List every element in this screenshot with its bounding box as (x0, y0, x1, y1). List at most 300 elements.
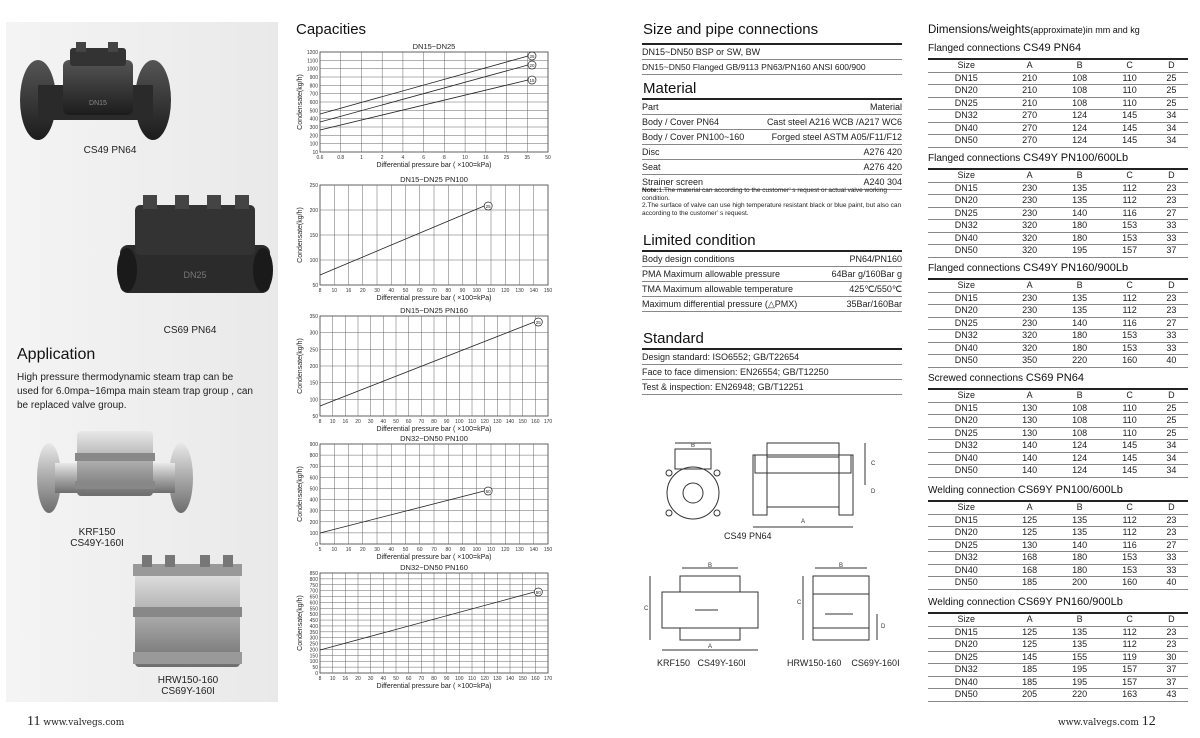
dimension-cell: 124 (1055, 135, 1105, 148)
dimension-cell: 270 (1005, 110, 1055, 123)
x-axis-label: Differential pressure bar ( ×100=kPa) (376, 162, 492, 169)
limited-table (642, 250, 902, 312)
dimension-cell: 130 (1005, 539, 1055, 552)
dimension-cell: DN20 (928, 639, 1005, 652)
hrw150-product-photo (130, 552, 245, 674)
dimension-cell: 157 (1105, 245, 1155, 258)
dimension-cell: 116 (1105, 539, 1155, 552)
x-tick-label: 80 (431, 419, 437, 425)
dimension-header-cell: B (1055, 389, 1105, 402)
dimension-table-title (928, 42, 1081, 54)
dimension-cell: 34 (1155, 135, 1188, 148)
table-row (928, 317, 1188, 330)
x-tick-label: 40 (380, 676, 387, 682)
dimension-header-cell: D (1155, 279, 1188, 292)
y-tick-label: 900 (309, 442, 318, 448)
dimension-header-cell: C (1105, 59, 1155, 72)
x-tick-label: 110 (468, 419, 476, 425)
y-tick-label: 700 (309, 464, 318, 471)
dimension-header-cell: D (1155, 501, 1188, 514)
dimension-cell: 200 (1055, 577, 1105, 590)
y-tick-label: 0 (315, 542, 318, 548)
dimension-header-cell: B (1055, 169, 1105, 182)
table-row (928, 72, 1188, 85)
chart-svg (290, 42, 555, 170)
dimension-cell: 157 (1105, 676, 1155, 689)
y-axis-label: Condensate(kg/h) (297, 338, 304, 394)
table-row (928, 355, 1188, 368)
dimension-cell: 124 (1055, 122, 1105, 135)
x-tick-label: 110 (487, 288, 495, 294)
dimension-cell: 37 (1155, 664, 1188, 677)
dimension-cell: 145 (1105, 122, 1155, 135)
dimension-cell: DN50 (928, 245, 1005, 258)
right-website: www.valvegs.com (1058, 718, 1139, 728)
x-tick-label: 50 (402, 288, 409, 294)
dimension-cell: 37 (1155, 245, 1188, 258)
material-header-material: Material (869, 102, 902, 112)
x-tick-label: 8 (318, 676, 322, 682)
dimension-cell: 25 (1155, 427, 1188, 440)
dimension-cell: 153 (1105, 330, 1155, 343)
table-row (928, 514, 1188, 527)
size-row-text: DN15~DN50 Flanged GB/9113 PN63/PN160 ANSI 600/900 (642, 62, 866, 72)
dimensions-title: Dimensions/weights (928, 24, 1031, 36)
table-row (928, 220, 1188, 233)
krf150-product-photo (35, 423, 195, 518)
dimension-cell: DN40 (928, 232, 1005, 245)
dimension-cell: 110 (1105, 72, 1155, 85)
dimension-header-cell: Size (928, 169, 1005, 182)
x-tick-label: 16 (345, 288, 352, 294)
dimension-table-title (928, 372, 1084, 384)
x-tick-label: 16 (345, 547, 352, 553)
dimension-cell: 135 (1055, 639, 1105, 652)
dimension-header-cell: A (1005, 613, 1055, 626)
table-row (928, 207, 1188, 220)
y-tick-label: 500 (309, 486, 318, 493)
size-row (642, 60, 902, 75)
dimension-cell: 27 (1155, 207, 1188, 220)
dimension-cell: 125 (1005, 527, 1055, 540)
x-tick-label: 30 (367, 419, 374, 425)
x-tick-label: 150 (518, 419, 527, 425)
dimension-cell: 23 (1155, 527, 1188, 540)
material-value: A240 304 (863, 177, 902, 187)
x-tick-label: 8 (318, 419, 322, 425)
dimension-cell: 320 (1005, 245, 1055, 258)
dimension-table (928, 612, 1188, 702)
standard-row-text: Face to face dimension: EN26554; GB/T12250 (642, 367, 829, 377)
x-tick-label: 80 (431, 676, 437, 682)
left-page-number: 11 (27, 714, 41, 729)
dimension-cell: 230 (1005, 182, 1055, 195)
x-tick-label: 20 (355, 676, 361, 682)
limited-row (642, 267, 902, 282)
dimension-header-row (928, 389, 1188, 402)
x-tick-label: 10 (331, 288, 338, 294)
series-label: 25 (485, 204, 491, 209)
dimension-table-label: Screwed connections (928, 373, 1024, 384)
dimension-cell: DN32 (928, 552, 1005, 565)
table-row (928, 427, 1188, 440)
dimension-table (928, 278, 1188, 368)
dimension-header-cell: C (1105, 613, 1155, 626)
y-tick-label: 150 (309, 653, 318, 660)
dimension-cell: 140 (1055, 539, 1105, 552)
dimension-cell: 125 (1005, 626, 1055, 639)
x-tick-label: 120 (501, 547, 510, 553)
dimension-cell: DN50 (928, 689, 1005, 702)
dimension-header-row (928, 279, 1188, 292)
dimension-cell: 320 (1005, 342, 1055, 355)
note-line-1: 1.The material can according to the customer’ s request or actual valve working condition. (642, 187, 887, 202)
dimension-cell: DN15 (928, 514, 1005, 527)
table-row (928, 182, 1188, 195)
y-tick-label: 450 (309, 618, 318, 625)
dimension-table-model: CS69Y PN100/600Lb (1017, 484, 1123, 496)
dimension-cell: 230 (1005, 207, 1055, 220)
dimension-cell: DN50 (928, 577, 1005, 590)
dimension-cell: 185 (1005, 676, 1055, 689)
material-header-row (642, 98, 902, 115)
dimension-cell: 130 (1005, 415, 1055, 428)
svg-text:C: C (644, 606, 649, 612)
dimension-cell: 34 (1155, 122, 1188, 135)
y-axis-label: Condensate(kg/h) (297, 595, 304, 651)
dimension-cell: 270 (1005, 122, 1055, 135)
y-tick-label: 600 (309, 600, 318, 607)
dimension-cell: 145 (1105, 135, 1155, 148)
x-tick-label: 20 (355, 419, 361, 425)
x-tick-label: 140 (529, 547, 538, 553)
left-website: www.valvegs.com (43, 718, 125, 728)
chart-title: DN32~DN50 PN100 (400, 434, 468, 443)
standard-row (642, 365, 902, 380)
x-tick-label: 2 (380, 155, 384, 161)
x-tick-label: 8 (318, 288, 322, 294)
dimension-cell: 230 (1005, 292, 1055, 305)
dimension-cell: 23 (1155, 626, 1188, 639)
y-tick-label: 600 (309, 100, 318, 106)
x-tick-label: 10 (462, 155, 468, 161)
y-tick-label: 100 (309, 258, 318, 264)
x-tick-label: 40 (388, 547, 395, 553)
dimension-header-cell: B (1055, 279, 1105, 292)
dimension-cell: DN20 (928, 415, 1005, 428)
dimension-cell: 23 (1155, 639, 1188, 652)
series-label: 20 (529, 63, 535, 68)
x-tick-label: 60 (405, 419, 412, 425)
limited-row (642, 297, 902, 312)
dimension-cell: 210 (1005, 85, 1055, 98)
dimension-cell: 185 (1005, 664, 1055, 677)
material-part: Disc (642, 147, 660, 157)
material-value: A276 420 (863, 147, 902, 157)
x-tick-label: 16 (483, 155, 489, 161)
svg-text:DN15: DN15 (89, 100, 107, 107)
table-row (928, 626, 1188, 639)
x-tick-label: 25 (503, 155, 510, 161)
dimension-cell: 124 (1055, 110, 1105, 123)
dimension-cell: 40 (1155, 577, 1188, 590)
series-label: 15 (529, 78, 535, 83)
dimension-cell: 112 (1105, 527, 1155, 540)
dimension-cell: DN20 (928, 195, 1005, 208)
y-axis-label: Condensate(kg/h) (297, 74, 304, 130)
x-tick-label: 50 (393, 419, 399, 425)
dimension-cell: 23 (1155, 182, 1188, 195)
x-tick-label: 80 (445, 547, 452, 553)
dimension-cell: 168 (1005, 564, 1055, 577)
x-tick-label: 30 (374, 288, 380, 294)
x-tick-label: 50 (393, 676, 399, 682)
x-tick-label: 50 (545, 155, 551, 161)
material-value: Forged steel ASTM A05/F11/F12 (771, 132, 902, 142)
dimension-cell: 205 (1005, 689, 1055, 702)
material-row (642, 145, 902, 160)
dimension-header-cell: Size (928, 613, 1005, 626)
dimension-cell: 153 (1105, 564, 1155, 577)
dimension-cell: 25 (1155, 402, 1188, 415)
x-tick-label: 6 (422, 155, 426, 161)
dimension-cell: 33 (1155, 342, 1188, 355)
dimension-table-label: Flanged connections (928, 153, 1021, 164)
dimension-header-cell: D (1155, 59, 1188, 72)
y-tick-label: 700 (309, 588, 318, 595)
dimension-table-label: Welding connection (928, 485, 1016, 496)
dimension-cell: 34 (1155, 452, 1188, 465)
dimension-cell: DN25 (928, 539, 1005, 552)
x-tick-label: 80 (445, 288, 452, 294)
dimension-cell: 110 (1105, 85, 1155, 98)
dimension-cell: 33 (1155, 330, 1188, 343)
x-tick-label: 20 (359, 288, 366, 294)
material-row (642, 115, 902, 130)
dimension-header-row (928, 169, 1188, 182)
y-tick-label: 1000 (306, 66, 318, 73)
dimension-header-cell: D (1155, 613, 1188, 626)
dimension-table-title (928, 484, 1123, 496)
material-value: A276 420 (863, 162, 902, 172)
limited-value: 35Bar/160Bar (846, 299, 902, 309)
svg-text:C: C (797, 600, 802, 606)
x-tick-label: 160 (531, 419, 540, 425)
table-row (928, 527, 1188, 540)
dimension-cell: DN25 (928, 651, 1005, 664)
dimension-cell: 23 (1155, 195, 1188, 208)
dimension-header-cell: C (1105, 389, 1155, 402)
y-tick-label: 800 (309, 576, 318, 583)
dimension-cell: 108 (1055, 97, 1105, 110)
cs49-product-photo (18, 40, 173, 145)
dimension-cell: 110 (1105, 402, 1155, 415)
svg-text:A: A (800, 519, 806, 525)
standard-row (642, 348, 902, 365)
dimension-header-cell: Size (928, 389, 1005, 402)
table-row (928, 402, 1188, 415)
dimension-cell: DN25 (928, 427, 1005, 440)
x-tick-label: 4 (401, 155, 405, 161)
x-tick-label: 5 (318, 547, 322, 553)
dimension-cell: 33 (1155, 232, 1188, 245)
material-part: Strainer screen (642, 177, 704, 187)
dimension-cell: 34 (1155, 440, 1188, 453)
y-tick-label: 400 (309, 497, 318, 504)
y-tick-label: 200 (309, 133, 318, 140)
x-tick-label: 100 (472, 288, 481, 294)
dimension-header-cell: D (1155, 389, 1188, 402)
dimension-cell: 210 (1005, 72, 1055, 85)
table-row (928, 330, 1188, 343)
y-tick-label: 350 (309, 314, 318, 320)
dimension-cell: 140 (1005, 440, 1055, 453)
dimension-cell: 230 (1005, 305, 1055, 318)
dimension-table-label: Welding connection (928, 597, 1016, 608)
dimension-cell: 108 (1055, 85, 1105, 98)
series-line (320, 206, 484, 275)
dimension-cell: 135 (1055, 292, 1105, 305)
dimension-cell: DN20 (928, 527, 1005, 540)
x-tick-label: 100 (455, 419, 464, 425)
table-row (928, 135, 1188, 148)
dimension-cell: 153 (1105, 342, 1155, 355)
material-part: Body / Cover PN64 (642, 117, 720, 127)
y-tick-label: 300 (309, 508, 318, 515)
size-row (642, 43, 902, 60)
dimension-cell: 140 (1005, 452, 1055, 465)
dimension-cell: 112 (1105, 514, 1155, 527)
dimension-cell: 230 (1005, 195, 1055, 208)
x-tick-label: 100 (472, 547, 481, 553)
chart-svg (290, 563, 555, 691)
y-tick-label: 100 (309, 530, 318, 537)
right-footer (1058, 714, 1156, 730)
dimension-header-cell: B (1055, 59, 1105, 72)
y-tick-label: 0 (315, 671, 318, 677)
chart-title: DN15~DN25 PN100 (400, 175, 468, 184)
dimensions-heading (928, 24, 1140, 36)
x-tick-label: 120 (501, 288, 510, 294)
limited-label: TMA Maximum allowable temperature (642, 284, 794, 294)
limited-label: PMA Maximum allowable pressure (642, 269, 781, 279)
krf150-drawing (640, 562, 770, 657)
dimension-cell: 140 (1005, 465, 1055, 478)
y-tick-label: 50 (312, 414, 318, 420)
dimension-header-cell: D (1155, 169, 1188, 182)
series-label: 25 (535, 320, 541, 325)
y-tick-label: 750 (309, 582, 318, 589)
x-tick-label: 40 (380, 419, 387, 425)
table-row (928, 639, 1188, 652)
note-line-2: 2.The surface of valve can use high temperature resistant black or blue paint, but also can according to the customer’ s request. (642, 202, 902, 217)
dimension-cell: 195 (1055, 245, 1105, 258)
x-tick-label: 140 (505, 419, 515, 425)
y-tick-label: 350 (309, 629, 318, 636)
dimension-cell: 320 (1005, 232, 1055, 245)
dimension-cell: 33 (1155, 564, 1188, 577)
dimension-cell: 110 (1105, 415, 1155, 428)
dimension-cell: 23 (1155, 305, 1188, 318)
dimension-cell: 112 (1105, 182, 1155, 195)
material-value: Cast steel A216 WCB /A217 WC6 (766, 117, 902, 127)
table-row (928, 110, 1188, 123)
dimension-header-cell: B (1055, 501, 1105, 514)
dimension-table (928, 168, 1188, 258)
dimension-table (928, 58, 1188, 148)
dimension-cell: 180 (1055, 220, 1105, 233)
dimension-cell: DN15 (928, 72, 1005, 85)
table-row (928, 676, 1188, 689)
x-tick-label: 70 (431, 547, 437, 553)
dimension-cell: 160 (1105, 355, 1155, 368)
dimension-cell: 33 (1155, 552, 1188, 565)
x-tick-label: 120 (480, 419, 489, 425)
dimension-cell: 23 (1155, 514, 1188, 527)
dimension-cell: 155 (1055, 651, 1105, 664)
chart-title: DN15~DN25 (412, 42, 456, 51)
dimension-cell: 163 (1105, 689, 1155, 702)
dimension-cell: DN25 (928, 97, 1005, 110)
size-row-text: DN15~DN50 BSP or SW, BW (642, 47, 761, 57)
x-tick-label: 160 (531, 676, 540, 682)
dimension-cell: 270 (1005, 135, 1055, 148)
series-label: 25 (529, 54, 535, 59)
dimension-cell: DN32 (928, 330, 1005, 343)
y-tick-label: 50 (312, 665, 318, 672)
material-row (642, 130, 902, 145)
table-row (928, 342, 1188, 355)
dimension-cell: 145 (1105, 110, 1155, 123)
x-tick-label: 16 (342, 419, 349, 425)
dimension-cell: DN15 (928, 626, 1005, 639)
dimension-table-label: Flanged connections (928, 43, 1021, 54)
capacities-heading: Capacities (296, 21, 367, 38)
series-line (320, 322, 534, 406)
dimension-cell: 40 (1155, 355, 1188, 368)
dimension-cell: 108 (1055, 427, 1105, 440)
material-table (642, 98, 902, 190)
x-tick-label: 140 (529, 288, 538, 294)
standard-heading: Standard (643, 330, 704, 347)
y-tick-label: 150 (309, 380, 318, 387)
x-tick-label: 20 (359, 547, 366, 553)
x-tick-label: 0.8 (337, 155, 345, 161)
cs49-drawing-caption: CS49 PN64 (724, 531, 772, 541)
material-header-part: Part (642, 102, 659, 112)
x-tick-label: 70 (418, 419, 425, 425)
dimension-cell: 112 (1105, 195, 1155, 208)
hrw150-drawing-caption: HRW150-160 CS69Y-160I (787, 658, 900, 668)
table-row (928, 440, 1188, 453)
cs69-photo-caption: CS69 PN64 (163, 325, 217, 336)
dimension-cell: 195 (1055, 676, 1105, 689)
chart-svg (290, 434, 555, 562)
y-tick-label: 300 (309, 635, 318, 642)
y-tick-label: 250 (309, 641, 318, 648)
x-tick-label: 170 (543, 676, 553, 682)
table-row (928, 664, 1188, 677)
y-tick-label: 1200 (306, 50, 318, 56)
y-tick-label: 900 (309, 75, 318, 81)
dimension-cell: DN32 (928, 220, 1005, 233)
capacity-chart-5 (290, 563, 555, 691)
standard-row (642, 380, 902, 395)
y-tick-label: 1100 (307, 58, 318, 65)
chart-title: DN32~DN50 PN160 (400, 563, 468, 572)
dimension-table-model: CS49 PN64 (1023, 42, 1082, 54)
x-tick-label: 60 (405, 676, 412, 682)
